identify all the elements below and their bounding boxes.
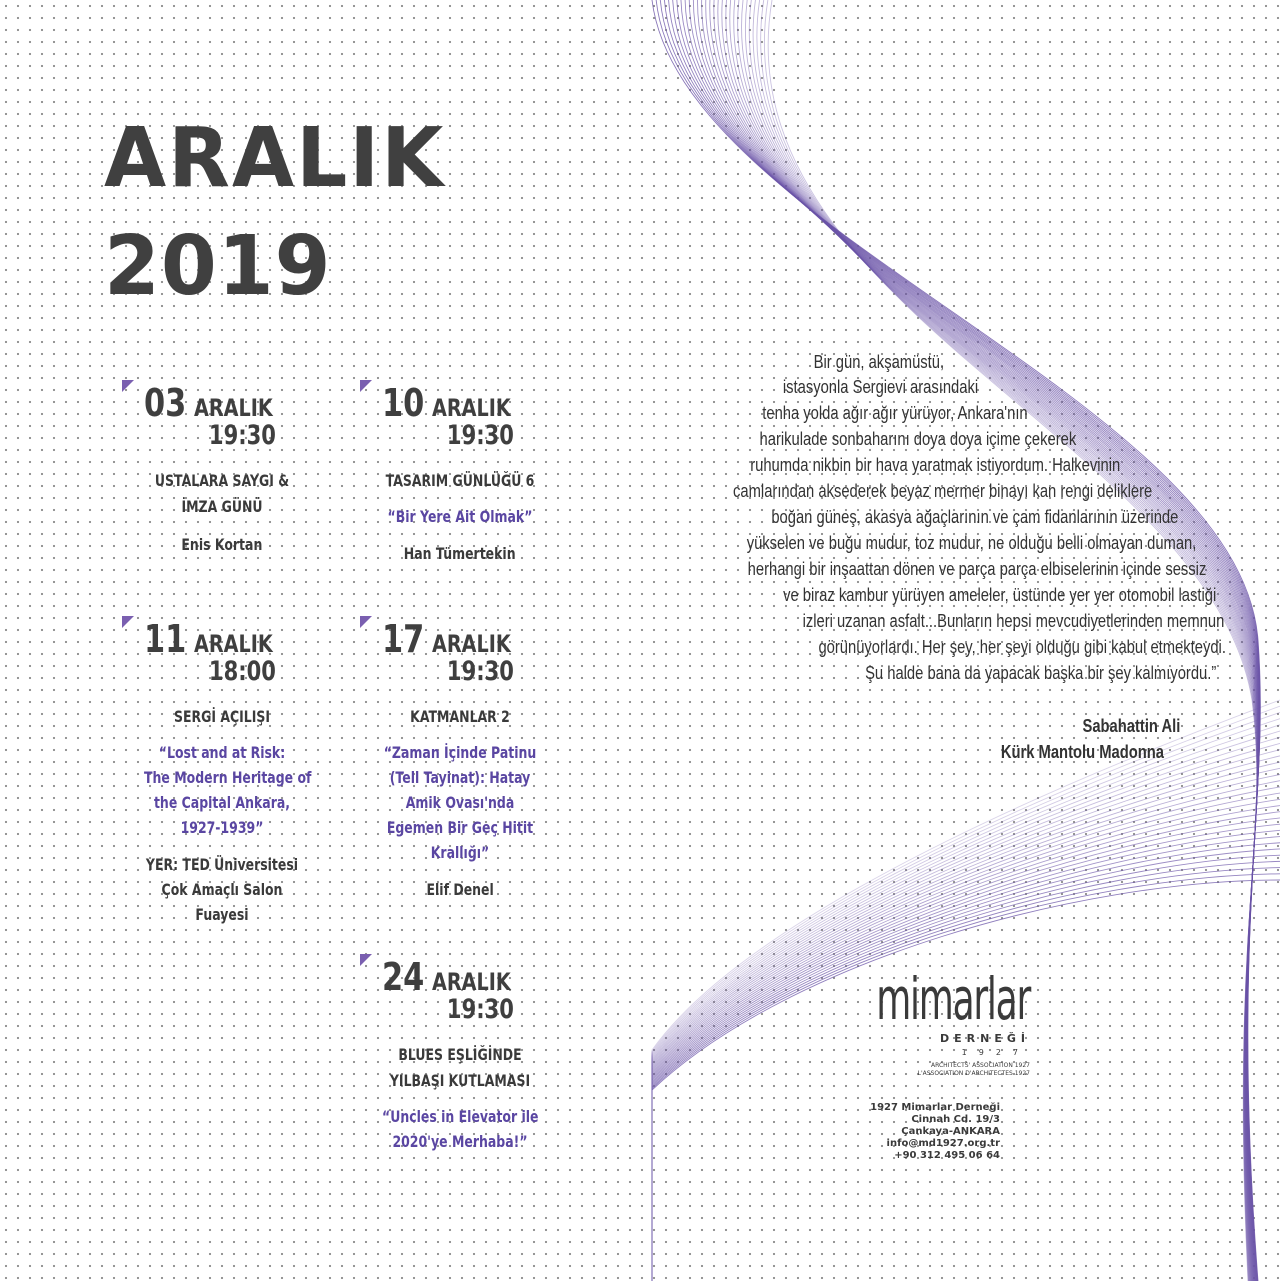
event-month: ARALIK [432, 394, 511, 422]
event-title-line: BLUES EŞLİĞİNDE [398, 1045, 522, 1064]
quote-line: herhangi bir inşaattan dönen ve parça parça elbiselerinin içinde sessiz [747, 559, 1206, 579]
event-subtitle [360, 1104, 560, 1154]
quote-line: tenha yolda ağır ağır yürüyor, Ankara'nın [762, 403, 1028, 423]
logo-english: ARCHITECTS' ASSOCIATION 1927 [931, 1062, 1030, 1069]
wave-line [652, 880, 1280, 1281]
quote-book: Kürk Mantolu Madonna [1000, 742, 1164, 762]
event-month: ARALIK [432, 968, 511, 996]
event-person-name: Elif Denel [426, 880, 494, 899]
quote-line: harikulade sonbaharını doya doya içime çekerek [759, 429, 1076, 449]
corner-triangle-icon [122, 380, 134, 392]
email-link[interactable]: info@md1927.org.tr [886, 1138, 1000, 1149]
event-day: 03 [144, 381, 187, 425]
wave-line [652, 874, 1280, 1281]
logo-wordmark: mimarlar [876, 965, 1030, 1033]
quote-line: izleri uzanan asfalt...Bunların hepsi mevcudiyetlerinden memnun [802, 611, 1224, 631]
quote-author: Sabahattin Ali [1082, 716, 1180, 736]
phone-number: +90 312 495 06 64 [894, 1150, 1000, 1161]
event-day: 24 [382, 955, 425, 999]
event-subtitle-line: 1927-1939” [180, 818, 264, 837]
quote-line: Bir gün, akşamüstü, [813, 352, 944, 372]
event-time: 19:30 [446, 420, 514, 451]
event-subtitle [360, 504, 560, 529]
event-month: ARALIK [194, 394, 273, 422]
event-subtitle-line: 2020'ye Merhaba!” [392, 1132, 528, 1151]
event-card [122, 380, 322, 557]
event-subtitle-line: Krallığı” [430, 843, 490, 862]
quote-line: camlarından aksederek beyaz mermer binayı kan rengi deliklere [732, 481, 1152, 501]
event-subtitle-line: The Modern Heritage of [144, 768, 312, 787]
event-venue [122, 852, 322, 927]
corner-triangle-icon [360, 380, 372, 392]
event-person [360, 877, 560, 902]
event-subtitle-line: “Bir Yere Ait Olmak” [387, 507, 533, 526]
event-subtitle-line: Amik Ovası'nda [405, 793, 515, 812]
logo-french: L'ASSOCIATION D'ARCHITECTES 1927 [917, 1070, 1030, 1077]
event-title-line: USTALARA SAYGI & [154, 471, 290, 490]
event-day: 10 [382, 381, 425, 425]
event-title [360, 704, 560, 730]
event-time: 18:00 [208, 656, 276, 687]
wave-line [652, 837, 1280, 1281]
event-title-line: İMZA GÜNÜ [181, 497, 263, 516]
event-title-line: YILBAŞI KUTLAMASI [389, 1071, 531, 1090]
quote-line: görünüyorlardı. Her şey, her şeyi olduğu gibi kabul etmekteydi. [818, 637, 1226, 657]
event-subtitle-line: “Lost and at Risk: [158, 743, 286, 762]
event-time: 19:30 [446, 994, 514, 1025]
event-subtitle-line: the Capital Ankara, [153, 793, 291, 812]
event-time: 19:30 [208, 420, 276, 451]
event-subtitle [360, 740, 560, 865]
event-person [360, 541, 560, 566]
event-subtitle-line: “Zaman İçinde Patinu [383, 743, 537, 762]
event-day: 17 [382, 617, 425, 661]
event-title [360, 1042, 560, 1094]
corner-triangle-icon [360, 616, 372, 628]
event-time: 19:30 [446, 656, 514, 687]
event-title-line: TASARIM GÜNLÜĞÜ 6 [385, 471, 535, 490]
event-card [360, 616, 560, 902]
event-title-line: SERGİ AÇILIŞI [173, 707, 271, 726]
event-venue-line: Çok Amaçlı Salon [161, 880, 283, 899]
event-month: ARALIK [194, 630, 273, 658]
quote-line: boğan güneş, akasya ağaçlarının ve çam fidanlarının üzerinde [771, 507, 1178, 527]
event-venue-line: Fuayesi [195, 905, 249, 924]
quote-line: yükselen ve buğu mudur, toz mudur, ne olduğu belli olmayan duman, [746, 533, 1196, 553]
quote-line: ruhumda nikbin bir hava yaratmak istiyordum. Halkevinin [750, 455, 1120, 475]
event-subtitle-line: “Uncles in Elevator ile [382, 1107, 539, 1126]
address-line: 1927 Mimarlar Derneği [870, 1102, 1000, 1113]
corner-triangle-icon [360, 954, 372, 966]
event-subtitle [122, 740, 322, 840]
logo-year: 1927 [961, 1048, 1030, 1057]
quote-line: istasyonla Sergievi arasındaki [782, 377, 978, 397]
quote-line: Şu halde bana da yapacak başka bir şey kalmıyordu.” [864, 663, 1216, 683]
quote-line: ve biraz kambur yürüyen ameleler, üstünde yer yer otomobil lastiği [782, 585, 1216, 605]
corner-triangle-icon [122, 616, 134, 628]
address-line: Cinnah Cd. 19/3 [911, 1114, 1000, 1125]
event-person [122, 532, 322, 557]
page-title-year: 2019 [104, 219, 332, 314]
event-person-name: Han Tümertekin [404, 544, 516, 563]
page-title-month: ARALIK [104, 111, 446, 206]
contact-address [840, 1102, 1000, 1162]
address-line: Çankaya-ANKARA [901, 1126, 1000, 1137]
event-month: ARALIK [432, 630, 511, 658]
event-subtitle-line: (Tell Tayinat): Hatay [389, 768, 531, 787]
event-card [122, 616, 322, 927]
event-title [122, 704, 322, 730]
event-day: 11 [144, 617, 187, 661]
event-person-name: Enis Kortan [181, 535, 263, 554]
event-title [122, 468, 322, 520]
event-title [360, 468, 560, 494]
event-title-line: KATMANLAR 2 [410, 707, 510, 726]
event-venue-line: YER: TED Üniversitesi [145, 855, 299, 874]
event-subtitle-line: Egemen Bir Geç Hitit [386, 818, 534, 837]
logo-subtitle: DERNEĞİ [940, 1032, 1030, 1045]
event-card [360, 380, 560, 566]
event-card [360, 954, 560, 1154]
